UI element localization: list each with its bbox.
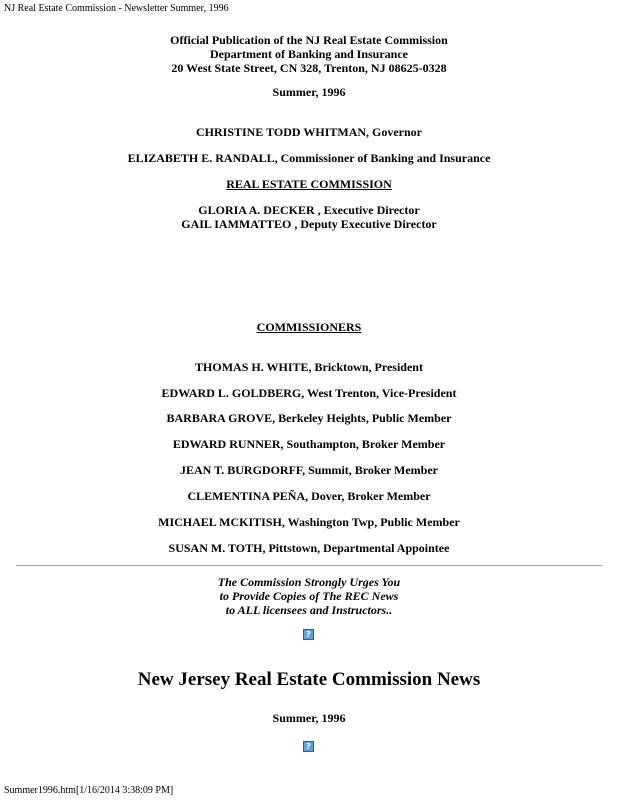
- horizontal-divider: [16, 565, 602, 566]
- commissioner-member-7: MICHAEL MCKITISH, Washington Twp, Public Member: [158, 515, 460, 529]
- commissioner-member-8: SUSAN M. TOTH, Pittstown, Departmental Appointee: [168, 541, 450, 555]
- commissioner-member-6: CLEMENTINA PEÑA, Dover, Broker Member: [187, 489, 431, 503]
- masthead-line-2: Department of Banking and Insurance: [209, 47, 409, 61]
- commissioner-line: ELIZABETH E. RANDALL, Commissioner of Banking and Insurance: [127, 151, 491, 165]
- browser-page-header: NJ Real Estate Commission - Newsletter Summer, 1996: [4, 3, 229, 14]
- broken-image-icon-2: ?: [303, 741, 314, 752]
- broken-image-icon: ?: [303, 629, 314, 640]
- masthead-line-3: 20 West State Street, CN 328, Trenton, NJ 08625-0328: [171, 61, 447, 75]
- deputy-director-line: GAIL IAMMATTEO , Deputy Executive Director: [181, 217, 437, 231]
- news-title: New Jersey Real Estate Commission News: [137, 669, 481, 690]
- distribution-notice: [0, 575, 618, 617]
- masthead-date: Summer, 1996: [272, 85, 346, 99]
- commissioner-member-2: EDWARD L. GOLDBERG, West Trenton, Vice-President: [161, 386, 457, 400]
- commissioner-member-1: THOMAS H. WHITE, Bricktown, President: [195, 360, 423, 374]
- notice-line-3: to ALL licensees and Instructors..: [225, 603, 393, 617]
- masthead: [0, 33, 618, 75]
- directors: [0, 203, 618, 231]
- rec-heading: REAL ESTATE COMMISSION: [226, 177, 392, 191]
- commissioner-member-5: JEAN T. BURGDORFF, Summit, Broker Member: [180, 463, 438, 477]
- browser-page-footer: Summer1996.htm[1/16/2014 3:38:09 PM]: [4, 785, 174, 796]
- commissioners-heading: COMMISSIONERS: [256, 320, 362, 334]
- masthead-line-1: Official Publication of the NJ Real Estate Commission: [170, 33, 448, 47]
- news-date: Summer, 1996: [272, 711, 346, 725]
- commissioner-member-3: BARBARA GROVE, Berkeley Heights, Public Member: [166, 411, 452, 425]
- notice-line-1: The Commission Strongly Urges You: [217, 575, 401, 589]
- notice-line-2: to Provide Copies of The REC News: [219, 589, 399, 603]
- executive-director-line: GLORIA A. DECKER , Executive Director: [198, 203, 420, 217]
- governor-line: CHRISTINE TODD WHITMAN, Governor: [195, 125, 423, 139]
- commissioner-member-4: EDWARD RUNNER, Southampton, Broker Member: [172, 437, 446, 451]
